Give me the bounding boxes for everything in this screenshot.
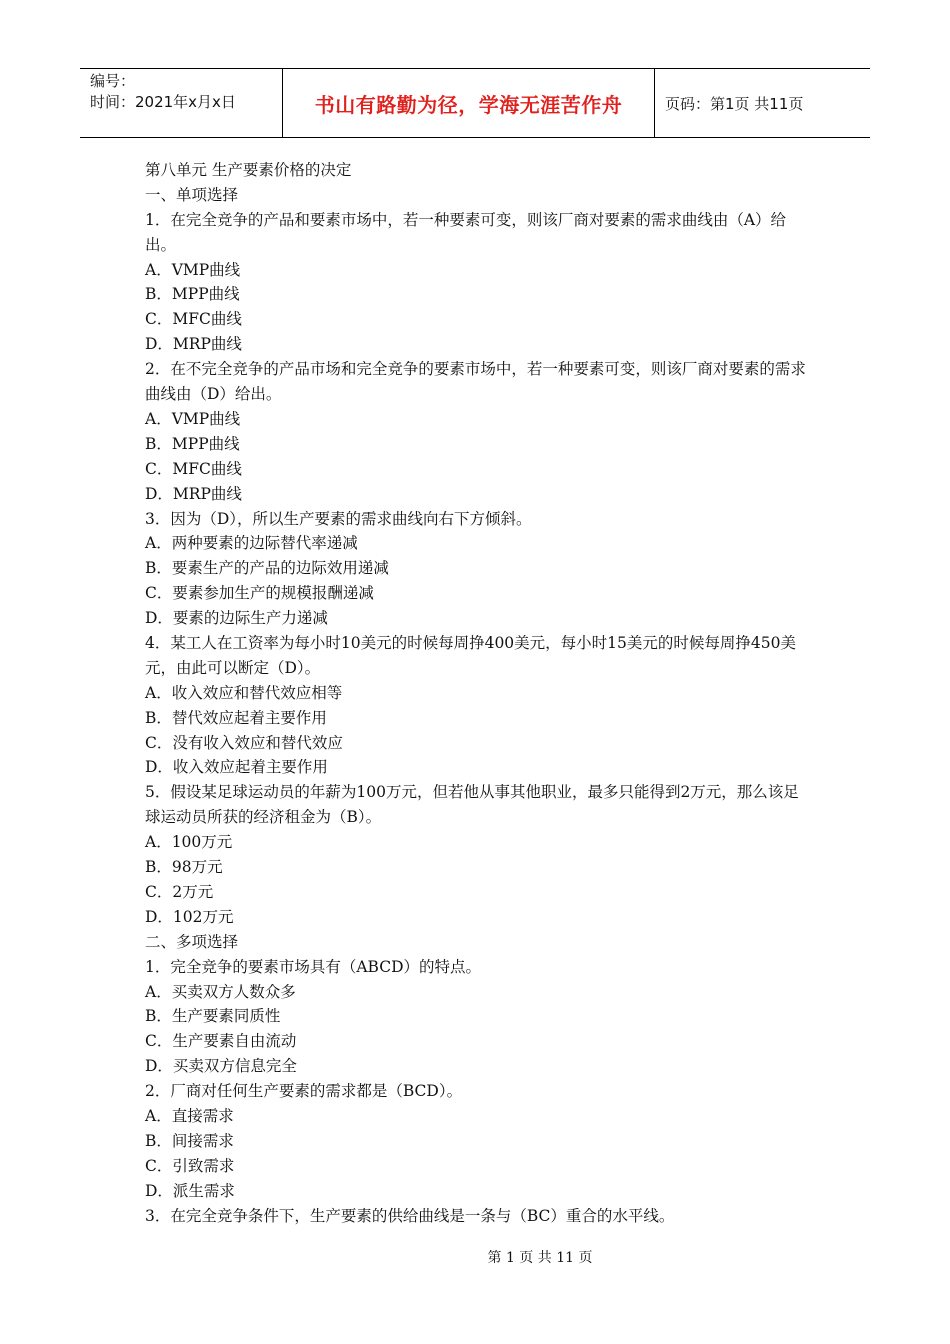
option: A．直接需求 xyxy=(145,1106,234,1125)
header-motto: 书山有路勤为径，学海无涯苦作舟 xyxy=(282,69,655,137)
option: C．没有收入效应和替代效应 xyxy=(145,733,343,752)
section-heading: 二、多项选择 xyxy=(145,932,239,951)
option: B．替代效应起着主要作用 xyxy=(145,708,327,727)
question: 5．假设某足球运动员的年薪为100万元，但若他从事其他职业，最多只能得到2万元，那么该足球运动员所获的经济租金为（B）。 xyxy=(145,783,799,827)
option: D．派生需求 xyxy=(145,1181,235,1200)
header-meta xyxy=(80,69,282,137)
document-body xyxy=(145,158,810,1228)
option: B．MPP曲线 xyxy=(145,434,240,453)
option: A．VMP曲线 xyxy=(145,409,241,428)
option: A．VMP曲线 xyxy=(145,260,241,279)
question: 3．在完全竞争条件下，生产要素的供给曲线是一条与（BC）重合的水平线。 xyxy=(145,1206,675,1225)
option: B．MPP曲线 xyxy=(145,285,240,304)
question: 3．因为（D），所以生产要素的需求曲线向右下方倾斜。 xyxy=(145,509,532,528)
header-page-info: 页码：第1页 共11页 xyxy=(665,94,804,113)
question: 2．在不完全竞争的产品市场和完全竞争的要素市场中，若一种要素可变，则该厂商对要素的需求曲线由（D）给出。 xyxy=(145,360,806,404)
option: D．收入效应起着主要作用 xyxy=(145,758,328,777)
option: A．100万元 xyxy=(145,833,233,852)
option: C．2万元 xyxy=(145,882,214,901)
option: C．引致需求 xyxy=(145,1156,235,1175)
question: 1．完全竞争的要素市场具有（ABCD）的特点。 xyxy=(145,957,482,976)
option: B．要素生产的产品的边际效用递减 xyxy=(145,559,389,578)
unit-title: 第八单元 生产要素价格的决定 xyxy=(145,161,352,179)
option: B．生产要素同质性 xyxy=(145,1007,281,1026)
question: 2．厂商对任何生产要素的需求都是（BCD）。 xyxy=(145,1082,463,1101)
time-label: 时间：2021年x月x日 xyxy=(90,93,236,111)
option: B．98万元 xyxy=(145,858,223,877)
page-footer: 第 1 页 共 11 页 xyxy=(487,1250,593,1266)
question: 1．在完全竞争的产品和要素市场中，若一种要素可变，则该厂商对要素的需求曲线由（A）给出。 xyxy=(145,210,787,254)
number-label: 编号： xyxy=(90,72,136,90)
page-header xyxy=(80,68,870,138)
option: D．102万元 xyxy=(145,907,234,926)
option: D．买卖双方信息完全 xyxy=(145,1057,297,1076)
option: A．买卖双方人数众多 xyxy=(145,982,296,1001)
question: 4．某工人在工资率为每小时10美元的时候每周挣400美元，每小时15美元的时候每周挣450美元，由此可以断定（D）。 xyxy=(145,633,796,677)
option: B．间接需求 xyxy=(145,1131,234,1150)
option: D．要素的边际生产力递减 xyxy=(145,609,328,628)
option: D．MRP曲线 xyxy=(145,484,242,503)
option: A．两种要素的边际替代率递减 xyxy=(145,534,358,553)
section-heading: 一、单项选择 xyxy=(145,185,239,204)
option: D．MRP曲线 xyxy=(145,335,242,354)
option: A．收入效应和替代效应相等 xyxy=(145,683,343,702)
option: C．MFC曲线 xyxy=(145,310,242,329)
option: C．MFC曲线 xyxy=(145,459,242,478)
option: C．要素参加生产的规模报酬递减 xyxy=(145,584,374,603)
option: C．生产要素自由流动 xyxy=(145,1032,297,1051)
